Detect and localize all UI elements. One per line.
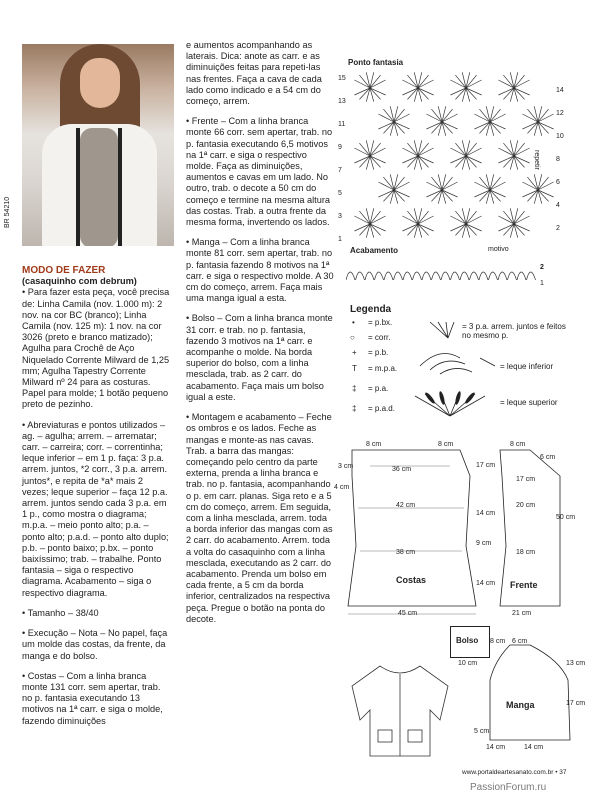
abbreviations-paragraph: • Abreviaturas e pontos utilizados – ag. – agulha; arrem. – arrematar; carr. – carreira; corr. – correntinha; leque inferior – em 1 p. faça: 3 p.a. arrem. juntos, *2 corr., 3 p.a. arrem. juntos*, e repita de *a* mais 2 vezes; leque superior – faça 12 p.a. arrem. juntos sendo cada 3 p.a. em 1 p., como mostra o diagrama; m.p.a. – meio ponto alto; p.a. – ponto alto; p.a.d. – ponto alto duplo; p.b. – ponto baixo; p.bx. – ponto baixíssimo; trab. – trabalhe. Ponto fantasia – siga o respectivo diagrama. Acabamento – siga o respectivo diagrama. [22,419,169,598]
finish-row-2: 2 [540,264,544,271]
pattern-schematics [330,436,580,616]
dim-front-18: 18 cm [516,549,536,556]
legend-lower-fan: = leque inferior [500,362,554,371]
dim-sleeve-top: 6 cm [512,638,528,645]
row-number: 5 [338,190,342,197]
legend-corr: = corr. [368,333,391,342]
back-continued-paragraph: e aumentos acompanhando as laterais. Dica: anote as carr. e as diminuições feitas para repeti-las nas frentes. Faça a cava de cada lado como indicado e a 54 cm do começo, arrem. [186,40,322,107]
row-number: 10 [556,132,564,140]
legend-symbol-pa: ‡ [352,384,357,393]
dim-front-17: 17 cm [516,476,536,483]
dim-back-9: 9 cm [476,540,492,547]
dim-back-14b: 14 cm [476,580,496,587]
legend-pb: = p.b. [368,348,389,357]
stitch-diagram [346,70,554,246]
row-number: 7 [338,167,342,174]
face [80,58,120,108]
t-shirt [80,128,118,246]
execution-paragraph: • Execução – Nota – No papel, faça um molde das costas, da frente, da manga e do bolso. [22,628,168,661]
row-number: 6 [556,178,560,186]
section-subheading: (casaquinho com debrum) [22,276,137,287]
dim-front-shoulder: 8 cm [510,441,526,448]
row-number: 12 [556,109,564,117]
model-photo [22,44,174,246]
text-column-2 [186,40,334,634]
legend-symbol-pb: + [352,348,357,357]
photo-code: BR 54210 [4,196,11,228]
row-number: 14 [556,86,564,94]
dim-front-neck: 6 cm [540,454,556,461]
pocket-paragraph: • Bolso – Com a linha branca monte 31 corr. e trab. no p. fantasia, fazendo 3 motivos na 1ª carr. e acompanhe o molde. Na borda superior do bolso, com a linha mesclada, trab. as 2 carr. do acabamento. Faça mais um bolso igual a este. [186,313,333,402]
stitch-diagram-title: Ponto fantasia [348,58,404,67]
dim-sleeve-14a: 14 cm [486,744,506,751]
motif-label: motivo [488,246,509,253]
row-number: 3 [338,213,342,220]
black-border-right [118,128,122,246]
legend-pa: = p.a. [368,384,389,393]
legend-upper-fan: = leque superior [500,398,558,407]
watermark: PassionForum.ru [470,782,547,793]
pocket-label: Bolso [456,636,479,645]
jacket-sketch [340,660,460,760]
dim-back-chest: 42 cm [396,502,416,509]
dim-sleeve-5: 5 cm [474,728,490,735]
row-number: 11 [338,121,346,128]
legend-pad: = p.a.d. [368,404,395,413]
front-label: Frente [510,580,538,590]
row-number: 4 [556,201,560,209]
legend-symbol-pbx: • [352,318,355,327]
section-heading: MODO DE FAZER [22,265,106,276]
sleeve-outline [480,640,580,750]
dim-front-20: 20 cm [516,502,536,509]
dim-back-shoulder-right: 8 cm [438,441,454,448]
finish-label: Acabamento [350,246,399,255]
legend-symbol-mpa: T [352,364,357,373]
dim-sleeve-17: 17 cm [566,700,586,707]
sleeve-paragraph: • Manga – Com a linha branca monte 81 corr. sem apertar, trab. no p. fantasia fazendo 8 motivos na 1ª carr. e siga o respectivo molde. A 30 cm do começo, arrem. Faça mais uma manga igual a esta. [186,237,334,304]
dim-front-50: 50 cm [556,514,576,521]
legend-fan-symbols [410,316,502,422]
legend-mpa: = m.p.a. [368,364,398,373]
dim-sleeve-13: 13 cm [566,660,586,667]
back-paragraph: • Costas – Com a linha branca monte 131 corr. sem apertar, trab. no p. fantasia executando 13 motivos na 1ª carr. e siga o molde, fazendo diminuições [22,670,163,726]
dim-pocket-width: 10 cm [458,660,478,667]
dim-sleeve-14b: 14 cm [524,744,544,751]
dim-back-shoulder-left: 8 cm [366,441,382,448]
materials-paragraph: • Para fazer esta peça, você precisa de: Linha Camila (nov. 1.000 m): 2 nov. na cor BC (branco); Linha Camila (nov. 125 m): 1 nov. na cor 3026 (preto e branco matizado); Agulha para Crochê de Aço Niquelado Corrente Milward de 1,25 mm; Agulha Tapestry Corrente Milward nº 24 para as costuras. Papel para molde; 1 botão pequeno preto de pezinho. [22,287,170,410]
dim-back-hem: 45 cm [398,610,418,617]
legend-title: Legenda [350,304,392,315]
dim-back-17: 17 cm [476,462,496,469]
row-number: 13 [338,98,346,105]
dim-back-14a: 14 cm [476,510,496,517]
row-number: 1 [338,236,342,243]
finish-row-1: 1 [540,280,544,287]
dim-armhole-3: 3 cm [338,463,354,470]
assembly-paragraph: • Montagem e acabamento – Feche os ombros e os lados. Feche as mangas e monte-as nas cavas. Trab. a barra das mangas: começando pelo centro da parte externa, prenda a linha branca e trab. no p. fantasia, acompanhando o p. em carr. planas. Siga reto e a 5 cm do começo, arrem. Em seguida, com a linha mesclada, arrem. toda a borda inferior das mangas com as 2 carr. do acabamento. Arrem. toda a volta do casaquinho com a linha mesclada, executando as 2 carr. do acabamento. Prenda um bolso em cada frente, a 5 cm da borda inferior, centralizados na respectiva peça. Pregue o botão na ponta do decote. [186,412,333,624]
dim-pocket-height: 8 cm [490,638,506,645]
sleeve-label: Manga [506,700,535,710]
size-paragraph: • Tamanho – 38/40 [22,607,99,618]
dim-front-hem: 21 cm [512,610,532,617]
footer-site: www.portaldeartesanato.com.br [462,769,554,776]
finish-diagram [346,258,536,292]
legend-pbx: = p.bx. [368,318,393,327]
legend-3pa: = 3 p.a. arrem. juntos e feitos no mesmo p. [462,322,566,340]
dim-back-neck: 36 cm [392,466,412,473]
black-border-left [76,128,80,246]
dim-back-waist: 38 cm [396,549,416,556]
row-number: 2 [556,224,560,232]
text-column-1 [22,265,172,736]
front-paragraph: • Frente – Com a linha branca monte 66 corr. sem apertar, trab. no p. fantasia executando 6,5 motivos na 1ª carr. e siga o respectivo molde. Faça as diminuições, aumentos e cavas em um lado. No outro, trab. o decote a 50 cm do começo e termine na mesma altura das costas. Trab. a outra frente da mesma forma, invertendo os lados. [186,116,333,228]
legend-symbol-corr: ○ [350,333,355,342]
repeat-label: repetir [533,150,540,170]
row-number: 9 [338,144,342,151]
footer: www.portaldeartesanato.com.br • 37 [462,769,567,776]
page-number: 37 [559,769,567,776]
legend-symbol-pad: ‡ [352,404,357,413]
row-number: 8 [556,155,560,163]
back-label: Costas [396,575,427,585]
dim-armhole-4: 4 cm [334,484,350,491]
row-number: 15 [338,75,346,82]
